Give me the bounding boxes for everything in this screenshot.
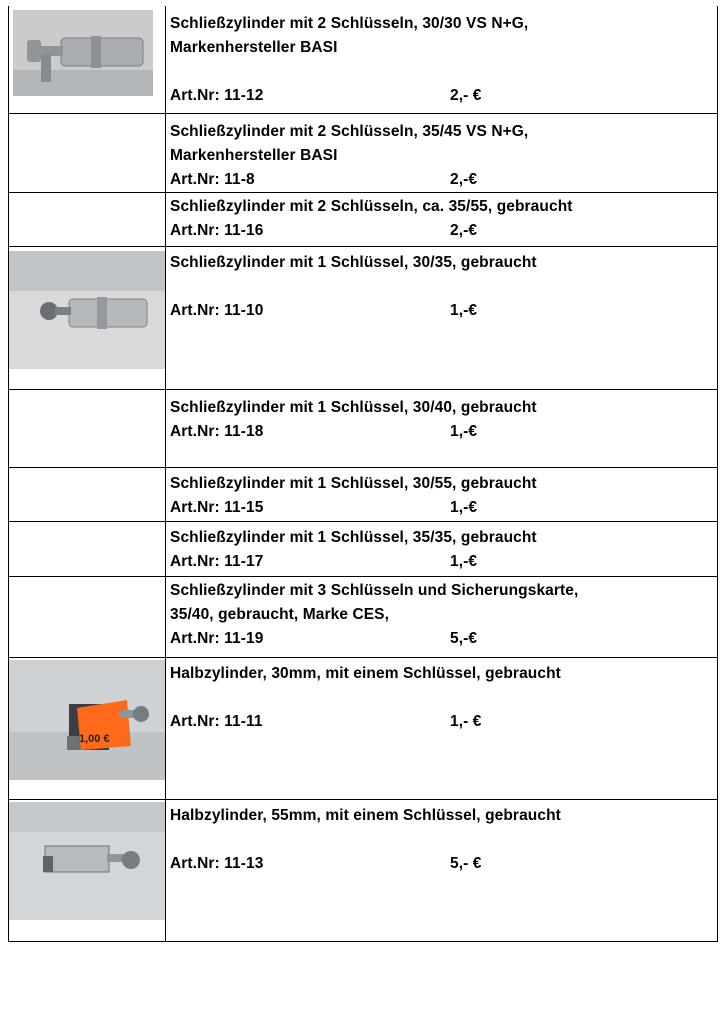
- table-row: [9, 577, 717, 658]
- product-description-line-1: Halbzylinder, 30mm, mit einem Schlüssel, gebraucht: [170, 665, 561, 682]
- product-image-cell: [9, 522, 166, 576]
- product-description-line-1: Schließzylinder mit 1 Schlüssel, 30/55, gebraucht: [170, 475, 537, 492]
- product-image-cell: [9, 247, 166, 389]
- price: 2,- €: [450, 87, 482, 104]
- product-description-line-1: Schließzylinder mit 3 Schlüsseln und Sicherungskarte,: [170, 582, 579, 599]
- price: 5,-€: [450, 630, 478, 647]
- product-table: [8, 6, 718, 942]
- article-number: Art.Nr: 11-12: [170, 87, 264, 104]
- price-tag-text: 1,00 €: [79, 733, 110, 745]
- product-text: [170, 526, 713, 574]
- half-cylinder-photo: [9, 802, 165, 920]
- table-row: [9, 522, 717, 577]
- article-number: Art.Nr: 11-11: [170, 713, 263, 730]
- product-description-line-1: Schließzylinder mit 1 Schlüssel, 30/35, gebraucht: [170, 254, 537, 271]
- product-text: [170, 472, 713, 520]
- price: 1,-€: [450, 553, 478, 570]
- table-row: [9, 114, 717, 193]
- product-text: [170, 251, 713, 323]
- product-image-cell: [9, 6, 166, 113]
- product-text: [170, 195, 713, 243]
- table-row: [9, 247, 717, 390]
- product-description-line-1: Halbzylinder, 55mm, mit einem Schlüssel, gebraucht: [170, 807, 561, 824]
- lock-cylinder-photo: [13, 10, 153, 96]
- price: 5,- €: [450, 855, 482, 872]
- product-text: [170, 120, 713, 192]
- price: 1,-€: [450, 423, 478, 440]
- product-description-line-1: Schließzylinder mit 1 Schlüssel, 30/40, gebraucht: [170, 399, 537, 416]
- table-row: [9, 800, 717, 942]
- price: 1,-€: [450, 302, 478, 319]
- product-image-cell: [9, 193, 166, 246]
- article-number: Art.Nr: 11-13: [170, 855, 264, 872]
- product-description-line-1: Schließzylinder mit 1 Schlüssel, 35/35, gebraucht: [170, 529, 537, 546]
- article-number: Art.Nr: 11-17: [170, 553, 264, 570]
- price: 1,- €: [450, 713, 482, 730]
- product-text: [170, 662, 713, 734]
- product-description-line-2: Markenhersteller BASI: [170, 147, 338, 164]
- price: 1,-€: [450, 499, 478, 516]
- article-number: Art.Nr: 11-8: [170, 171, 255, 188]
- table-row: [9, 390, 717, 468]
- product-text: [170, 579, 713, 651]
- product-description-line-2: 35/40, gebraucht, Marke CES,: [170, 606, 390, 623]
- product-description-line-1: Schließzylinder mit 2 Schlüsseln, ca. 35/55, gebraucht: [170, 198, 573, 215]
- article-number: Art.Nr: 11-19: [170, 630, 264, 647]
- product-text: [170, 12, 713, 108]
- product-description-line-2: Markenhersteller BASI: [170, 39, 338, 56]
- product-text: [170, 396, 713, 444]
- article-number: Art.Nr: 11-18: [170, 423, 264, 440]
- price: 2,-€: [450, 222, 478, 239]
- price: 2,-€: [450, 171, 478, 188]
- article-number: Art.Nr: 11-15: [170, 499, 264, 516]
- product-description-line-1: Schließzylinder mit 2 Schlüsseln, 30/30 VS N+G,: [170, 15, 529, 32]
- table-row: [9, 6, 717, 114]
- product-text: [170, 804, 713, 876]
- product-image-cell: [9, 114, 166, 192]
- product-image-cell: [9, 577, 166, 657]
- half-cylinder-photo: [9, 660, 165, 780]
- article-number: Art.Nr: 11-10: [170, 302, 264, 319]
- product-description-line-1: Schließzylinder mit 2 Schlüsseln, 35/45 VS N+G,: [170, 123, 529, 140]
- product-image-cell: [9, 390, 166, 467]
- product-image-cell: [9, 468, 166, 521]
- product-image-cell: [9, 658, 166, 799]
- lock-cylinder-photo: [9, 251, 165, 369]
- article-number: Art.Nr: 11-16: [170, 222, 264, 239]
- table-row: [9, 193, 717, 247]
- product-image-cell: [9, 800, 166, 941]
- table-row: [9, 468, 717, 522]
- table-row: [9, 658, 717, 800]
